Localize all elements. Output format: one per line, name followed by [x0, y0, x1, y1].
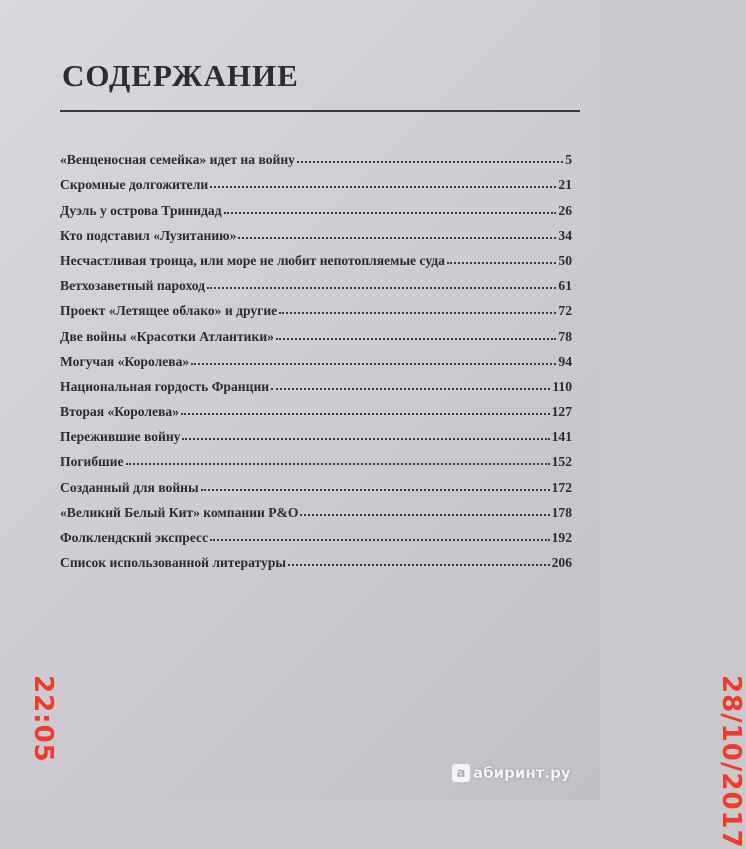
toc-entry-title: Две войны «Красотки Атлантики» [60, 328, 274, 344]
toc-entry-page: 72 [558, 303, 572, 319]
toc-leader-dots [300, 514, 549, 516]
toc-entry-title: Пережившие войну [60, 429, 181, 445]
toc-leader-dots [276, 338, 556, 340]
timestamp-date: 28/10/2017 [716, 675, 746, 849]
toc-leader-dots [201, 489, 550, 491]
toc-entry-title: Кто подставил «Лузитанию» [60, 227, 237, 243]
toc-entry-page: 152 [551, 454, 572, 470]
toc-entry-page: 206 [551, 555, 572, 571]
toc-leader-dots [210, 539, 549, 541]
toc-entry-title: Ветхозаветный пароход [60, 278, 206, 294]
toc-leader-dots [207, 287, 556, 289]
toc-entry-title: Могучая «Королева» [60, 353, 190, 369]
toc-leader-dots [181, 413, 550, 415]
labirint-watermark [452, 764, 571, 782]
toc-leader-dots [126, 463, 550, 465]
toc-entry-page: 172 [551, 479, 572, 495]
toc-entry-title: Созданный для войны [60, 479, 199, 495]
toc-entry-page: 26 [558, 202, 572, 218]
toc-leader-dots [224, 212, 557, 214]
toc-entry [60, 345, 572, 370]
toc-entry-page: 192 [551, 530, 572, 545]
toc-entry-page: 5 [565, 152, 572, 168]
toc-entry-title: «Венценосная семейка» идет на войну [60, 152, 295, 168]
toc-leader-dots [182, 438, 549, 440]
toc-entry-title: Несчастливая троица, или море не любит непотопляемые суда [60, 252, 445, 268]
toc-entry-title: Скромные долгожители [60, 177, 209, 193]
toc-leader-dots [279, 312, 556, 314]
watermark-text: абиринт.ру [473, 764, 571, 782]
toc-entry-page: 94 [558, 353, 572, 369]
toc-entry [60, 370, 572, 395]
toc-entry-page: 78 [558, 328, 572, 344]
toc-entry-page: 61 [558, 278, 572, 294]
toc-entry [60, 546, 572, 571]
toc-entry [60, 521, 572, 546]
toc-entry [60, 445, 572, 470]
toc-entry [60, 319, 572, 344]
toc-entry-page: 50 [558, 252, 572, 268]
toc-leader-dots [191, 363, 556, 365]
toc-leader-dots [447, 262, 556, 264]
toc-entry [60, 244, 572, 269]
toc-entry [60, 168, 572, 193]
toc-entry-page: 21 [558, 177, 572, 193]
toc-leader-dots [238, 237, 556, 239]
title-rule [60, 110, 580, 112]
toc-entry [60, 496, 572, 521]
toc-entry-page: 110 [552, 378, 572, 394]
toc-entry [60, 193, 572, 218]
toc-entry-title: Фолклендский экспресс [60, 530, 209, 545]
toc-entry-page: 178 [551, 504, 572, 520]
toc-entry [60, 420, 572, 445]
toc-entry-page: 141 [551, 429, 572, 445]
toc-entry [60, 269, 572, 294]
toc-entry-page: 127 [551, 404, 572, 420]
toc-entry-title: Национальная гордость Франции [60, 378, 270, 394]
toc-entry [60, 294, 572, 319]
toc-entry [60, 395, 572, 420]
toc-entry-title: «Великий Белый Кит» компании P&O [60, 504, 299, 520]
toc-entry [60, 143, 572, 168]
toc-entry-title: Дуэль у острова Тринидад [60, 202, 222, 218]
table-of-contents [60, 143, 572, 571]
toc-entry-title: Проект «Летящее облако» и другие [60, 303, 278, 319]
toc-leader-dots [297, 161, 563, 163]
page-title: СОДЕРЖАНИЕ [62, 58, 299, 93]
toc-entry-title: Вторая «Королева» [60, 404, 180, 420]
timestamp-time: 22:05 [28, 675, 58, 763]
toc-entry-title: Погибшие [60, 454, 124, 470]
toc-entry-page: 34 [558, 227, 572, 243]
toc-leader-dots [271, 388, 550, 390]
labirint-logo-icon: а [452, 764, 470, 782]
toc-entry [60, 470, 572, 495]
toc-leader-dots [288, 564, 550, 566]
toc-leader-dots [210, 186, 556, 188]
toc-entry [60, 219, 572, 244]
toc-entry-title: Список использованной литературы [60, 555, 286, 571]
